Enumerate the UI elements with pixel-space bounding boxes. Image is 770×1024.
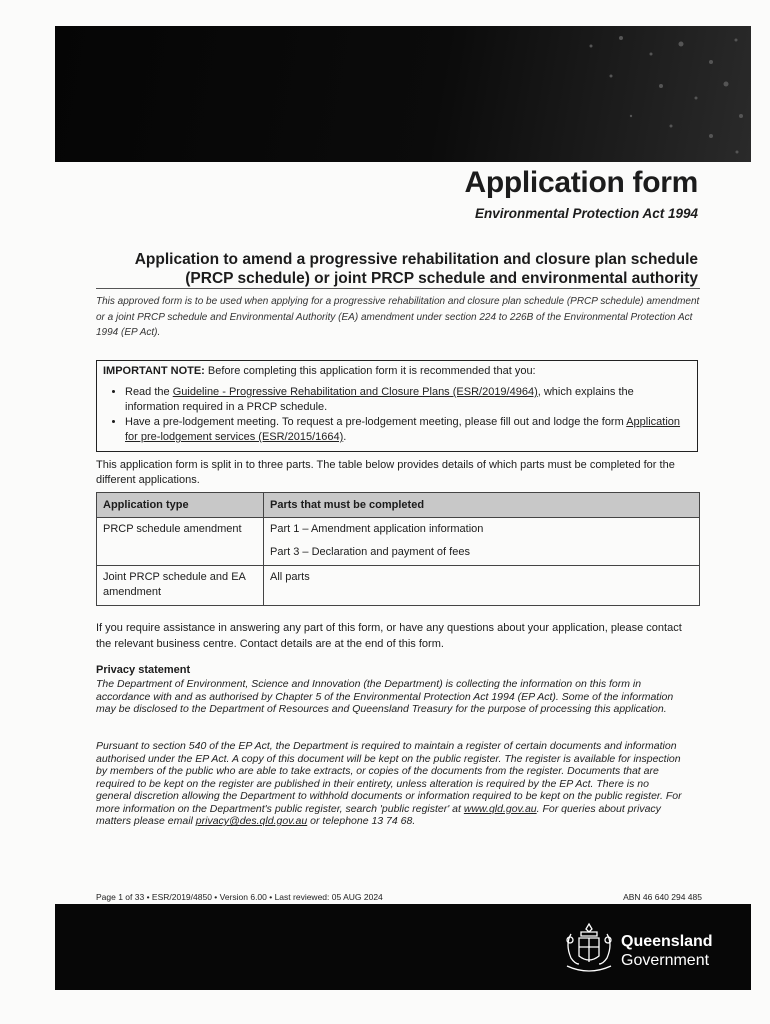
parts-cell — [264, 518, 700, 566]
important-note-intro — [103, 364, 691, 379]
privacy-heading: Privacy statement — [96, 664, 191, 676]
bullet-text: Have a pre-lodgement meeting. To request a pre-lodgement meeting, please fill out and lodge the form — [125, 416, 627, 428]
important-note-list — [103, 385, 691, 445]
important-note-label: IMPORTANT NOTE: — [103, 365, 205, 377]
footer-banner — [55, 904, 751, 990]
split-paragraph: This application form is split in to three parts. The table below provides details of which parts must be completed for the different applications. — [96, 459, 675, 486]
intro-paragraph: This approved form is to be used when applying for a progressive rehabilitation and closure plan schedule (PRCP schedule) amendment or a joint PRCP schedule and Environmental Authority (EA) amendment under section 224 to 226B of the Environmental Protection Act 1994 (EP Act). — [96, 296, 700, 338]
table-header-row — [97, 493, 700, 518]
part-item: Part 3 – Declaration and payment of fees — [270, 546, 470, 558]
parts-cell: All parts — [264, 566, 700, 606]
guideline-link[interactable]: Guideline - Progressive Rehabilitation and Closure Plans (ESR/2019/4964) — [172, 386, 538, 398]
form-heading-line-2: (PRCP schedule) or joint PRCP schedule and environmental authority — [185, 270, 698, 287]
bullet-text: , which explains the information required in a PRCP schedule. — [125, 386, 634, 413]
column-header: Application type — [97, 493, 264, 518]
part-item: Part 1 – Amendment application information — [270, 523, 484, 535]
qld-logo-line-1: Queensland — [621, 933, 713, 950]
bullet-text: . — [343, 431, 347, 443]
qld-gov-link[interactable]: www.qld.gov.au — [463, 802, 537, 815]
table-row — [97, 518, 700, 566]
important-note-text: Before completing this application form it is recommended that you: — [204, 365, 536, 377]
pre-lodgement-form-link[interactable]: Application for pre-lodgement services (ESR/2015/1664) — [125, 416, 681, 443]
qld-government-logo — [621, 932, 713, 970]
parts-table — [96, 492, 700, 606]
footer-meta-line — [96, 892, 702, 902]
queensland-crest-icon — [561, 920, 617, 974]
application-type-cell: PRCP schedule amendment — [97, 518, 264, 566]
important-note-box — [96, 360, 698, 452]
privacy-text — [96, 740, 686, 828]
important-note-bullet — [125, 415, 691, 445]
page-title: Application form — [464, 166, 698, 199]
privacy-text-span: . For queries about privacy matters please email — [96, 802, 661, 827]
privacy-text: The Department of Environment, Science and Innovation (the Department) is collecting the information on this form in accordance with and as authorised by Chapter 5 of the Environmental Protection Act 1994 (EP Act). Some of the information may be disclosed to the Department of Resources and Queensland Treasury for the purpose of processing this application. — [96, 678, 674, 715]
heading-divider — [96, 288, 700, 289]
header-banner — [55, 26, 751, 162]
page-subtitle: Environmental Protection Act 1994 — [474, 206, 698, 221]
important-note-bullet — [125, 385, 691, 415]
banner-dot-pattern — [551, 26, 751, 162]
assistance-paragraph: If you require assistance in answering any part of this form, or have any questions about your application, please contact the relevant business centre. Contact details are at the end of this form. — [96, 622, 682, 650]
column-header: Parts that must be completed — [264, 493, 700, 518]
page-metadata: Page 1 of 33 • ESR/2019/4850 • Version 6.00 • Last reviewed: 05 AUG 2024 — [96, 892, 383, 902]
privacy-email-link[interactable]: privacy@des.qld.gov.au — [195, 815, 308, 827]
privacy-paragraph-2 — [96, 740, 686, 828]
privacy-text-span: Pursuant to section 540 of the EP Act, the Department is required to maintain a register of certain documents and information authorised under the EP Act. A copy of this document will be kept on the public register. The register is available for inspection by members of the public who are able to take extracts, or copies of the documents from the register. Documents that are required to be kept on the register are published in their entirety, unless alteration is required by the EP Act. There is no general discretion allowing the Department to withhold documents or information required to be kept on the public register. For more information on the Department's public register, search 'public register' at — [96, 740, 682, 815]
qld-logo-line-2: Government — [621, 952, 710, 969]
table-row — [97, 566, 700, 606]
privacy-paragraph-1 — [96, 678, 686, 716]
form-heading — [96, 250, 698, 288]
privacy-text-span: or telephone 13 74 68. — [307, 815, 416, 827]
bullet-text: Read the — [125, 386, 173, 398]
application-type-cell: Joint PRCP schedule and EA amendment — [97, 566, 264, 606]
form-heading-line-1: Application to amend a progressive rehabilitation and closure plan schedule — [134, 251, 698, 268]
abn-number: ABN 46 640 294 485 — [623, 892, 702, 902]
